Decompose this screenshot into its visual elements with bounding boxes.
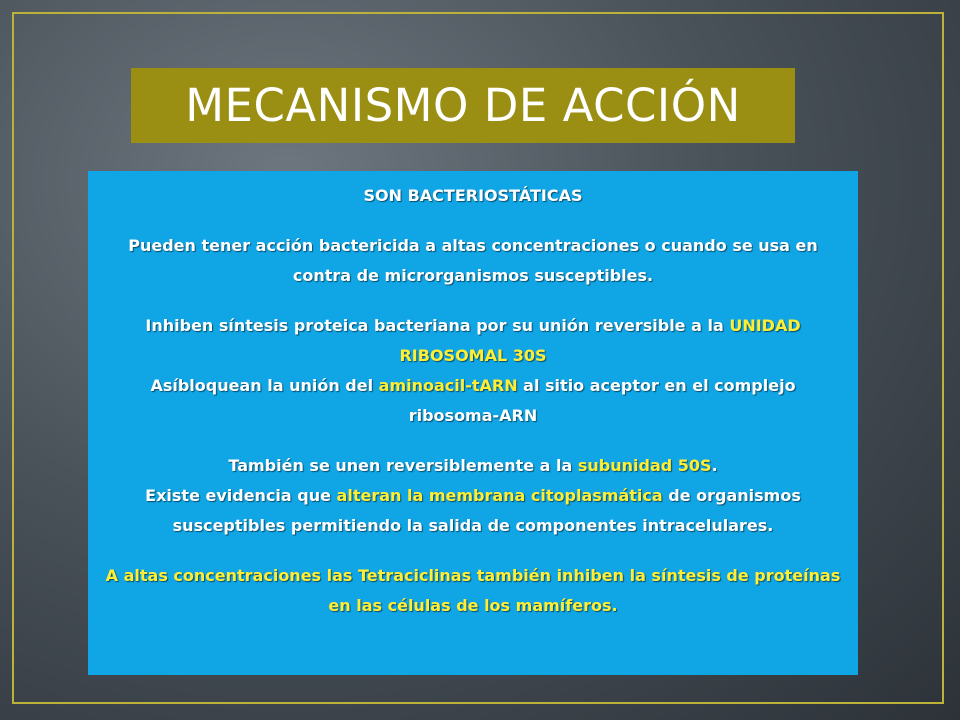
text-segment: También se unen reversiblemente a la	[228, 456, 578, 475]
paragraph-aminoacil	[104, 371, 842, 431]
title-banner	[131, 68, 795, 143]
content-panel	[88, 171, 858, 675]
highlight-ribosomal-30s: UNIDAD RIBOSOMAL 30S	[399, 316, 801, 365]
paragraph-bactericida: Pueden tener acción bactericida a altas concentraciones o cuando se usa en contra de microrganismos susceptibles.	[128, 236, 818, 285]
heading-text: SON BACTERIOSTÁTICAS	[363, 186, 583, 205]
text-segment: Asíbloquean la unión del	[150, 376, 379, 395]
paragraph-inhibition	[104, 311, 842, 371]
paragraph-50s	[104, 451, 842, 481]
text-segment: de organismos susceptibles permitiendo la salida de componentes intracelulares.	[172, 486, 801, 535]
highlight-membrana: alteran la membrana citoplasmática	[336, 486, 663, 505]
spacer	[104, 291, 842, 311]
highlight-aminoacil: aminoacil-tARN	[378, 376, 518, 395]
paragraph-membrana	[104, 481, 842, 541]
spacer	[104, 431, 842, 451]
spacer	[104, 211, 842, 231]
spacer	[104, 541, 842, 561]
text-segment: .	[711, 456, 718, 475]
paragraph-mamiferos: A altas concentraciones las Tetraciclinas también inhiben la síntesis de proteínas en las células de los mamíferos.	[105, 566, 841, 615]
highlight-subunidad-50s: subunidad 50S	[577, 456, 712, 475]
text-segment: Existe evidencia que	[145, 486, 337, 505]
slide-title: MECANISMO DE ACCIÓN	[185, 79, 741, 132]
text-segment: al sitio aceptor en el complejo ribosoma-ARN	[408, 376, 796, 425]
text-segment: Inhiben síntesis proteica bacteriana por su unión reversible a la	[145, 316, 730, 335]
